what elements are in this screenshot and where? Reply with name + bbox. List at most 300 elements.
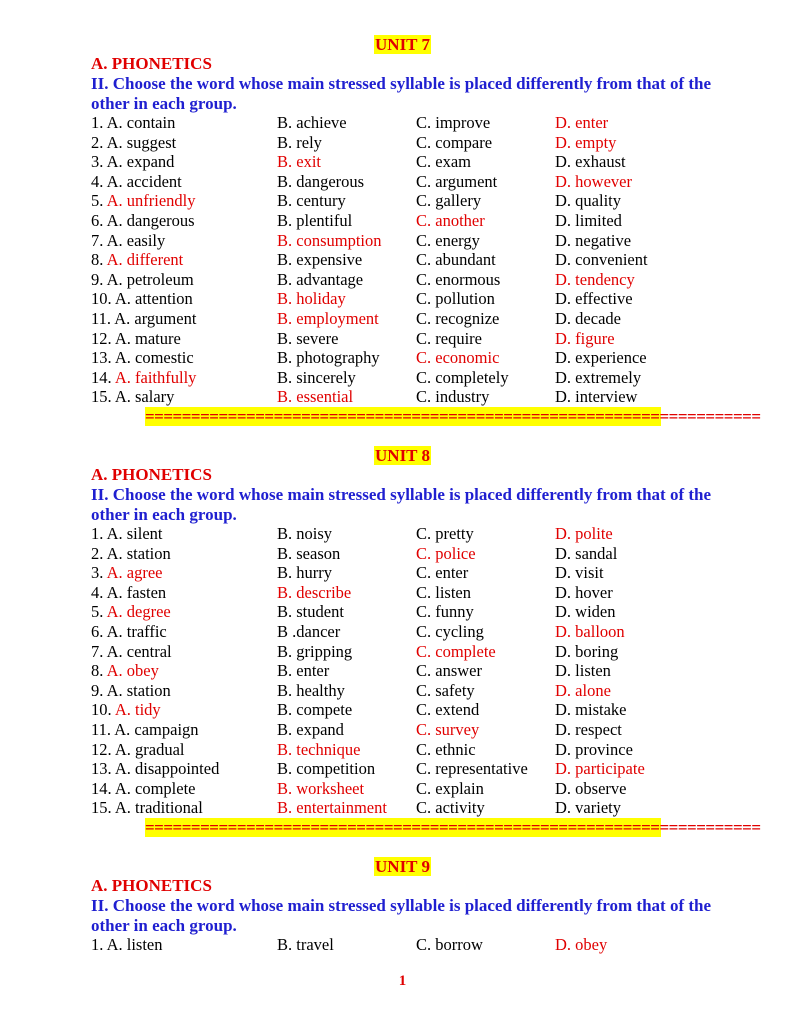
option-a (91, 387, 174, 407)
option-text: A. silent (106, 524, 163, 543)
option-a (91, 172, 182, 192)
question-row (0, 935, 768, 955)
question-row (0, 270, 768, 290)
page-number: 1 (398, 973, 407, 989)
answer-option: D. polite (555, 524, 613, 543)
option-a (91, 779, 195, 799)
option-b (277, 524, 332, 544)
option-d (555, 289, 633, 309)
option-text: A. easily (106, 230, 166, 250)
option-a (91, 759, 219, 779)
option-a (91, 191, 196, 211)
option-c (416, 779, 484, 799)
option-text: A. contain (106, 113, 176, 132)
option-a (91, 524, 163, 544)
answer-option: D. figure (555, 328, 615, 348)
option-c (416, 133, 492, 153)
option-text: B. dangerous (277, 171, 365, 191)
question-row (0, 309, 768, 329)
option-text: A. comestic (114, 348, 194, 368)
option-text: A. suggest (106, 132, 177, 152)
option-a (91, 544, 171, 564)
option-d (555, 191, 621, 211)
unit-title-label: UNIT 8 (375, 446, 430, 465)
option-c (416, 583, 471, 603)
option-text: C. exam (416, 152, 471, 172)
option-text: A. traffic (106, 622, 167, 641)
option-d (555, 740, 633, 760)
option-text: C. enormous (416, 269, 501, 289)
option-d (555, 544, 617, 564)
option-d (555, 387, 637, 407)
option-c (416, 211, 485, 231)
option-c (416, 759, 528, 779)
option-b (277, 270, 363, 290)
option-text: C. completely (416, 367, 509, 387)
option-a (91, 583, 166, 603)
option-c (416, 563, 468, 583)
option-b (277, 289, 346, 309)
question-number: 8. (91, 661, 104, 681)
option-text: D. respect (555, 720, 622, 739)
option-text: B. rely (277, 132, 322, 152)
option-d (555, 681, 611, 701)
instruction-text: Choose the word whose main stressed syllable is placed differently from that of the other in each group. (91, 485, 712, 524)
option-b (277, 309, 379, 329)
question-row (0, 661, 768, 681)
question-number: 12. (91, 328, 112, 348)
option-d (555, 231, 631, 251)
option-c (416, 270, 500, 290)
option-a (91, 368, 196, 388)
question-row (0, 798, 768, 818)
option-c (416, 798, 485, 818)
question-row (0, 563, 768, 583)
question-number: 1. (91, 113, 104, 132)
answer-option: C. another (416, 211, 485, 230)
answer-option: A. agree (106, 563, 163, 583)
answer-option: C. police (416, 543, 476, 563)
option-text: D. listen (555, 661, 611, 681)
answer-option: B. worksheet (277, 778, 365, 798)
option-c (416, 602, 474, 622)
option-c (416, 368, 509, 388)
option-a (91, 740, 185, 760)
option-text: C. cycling (416, 622, 484, 641)
option-text: A. mature (114, 328, 181, 348)
option-text: D. hover (555, 582, 613, 602)
option-c (416, 191, 481, 211)
option-a (91, 661, 159, 681)
option-a (91, 602, 171, 622)
option-d (555, 152, 626, 172)
option-a (91, 113, 175, 133)
option-c (416, 329, 482, 349)
question-number: 15. (91, 798, 112, 818)
unit-title-label: UNIT 7 (375, 35, 430, 54)
answer-option: D. however (555, 171, 632, 191)
option-text: B. enter (277, 661, 330, 681)
option-c (416, 524, 474, 544)
question-row (0, 191, 768, 211)
option-a (91, 211, 195, 231)
option-text: C. extend (416, 700, 480, 720)
option-b (277, 661, 329, 681)
question-number: 3. (91, 563, 104, 583)
option-c (416, 544, 476, 564)
option-text: C. answer (416, 661, 482, 681)
answer-option: B. describe (277, 582, 352, 602)
option-text: A. gradual (114, 739, 185, 759)
option-text: C. activity (416, 798, 485, 818)
option-text: C. industry (416, 387, 490, 407)
question-number: 2. (91, 543, 104, 563)
answer-option: C. survey (416, 720, 480, 739)
option-text: C. abundant (416, 250, 496, 270)
question-row (0, 152, 768, 172)
option-d (555, 622, 625, 642)
option-text: B. century (277, 191, 346, 211)
option-text: C. explain (416, 778, 484, 798)
option-text: A. fasten (106, 582, 167, 602)
option-text: C. listen (416, 582, 472, 602)
option-d (555, 133, 616, 153)
question-row (0, 231, 768, 251)
option-text: D. negative (555, 230, 632, 250)
option-c (416, 622, 484, 642)
instruction-number: II. (91, 74, 109, 93)
option-text: B. noisy (277, 524, 333, 543)
question-row (0, 759, 768, 779)
option-d (555, 524, 613, 544)
option-d (555, 250, 648, 270)
option-d (555, 602, 616, 622)
option-text: C. enter (416, 563, 469, 583)
question-number: 7. (91, 641, 104, 661)
answer-option: A. degree (106, 602, 171, 622)
question-row (0, 544, 768, 564)
question-row (0, 524, 768, 544)
answer-option: B. technique (277, 739, 361, 759)
option-text: C. pollution (416, 289, 495, 309)
question-row (0, 720, 768, 740)
option-b (277, 544, 340, 564)
unit-title (0, 857, 805, 877)
question-row (0, 622, 768, 642)
question-number: 13. (91, 759, 112, 779)
option-a (91, 231, 165, 251)
option-text: A. expand (106, 152, 175, 172)
question-number: 14. (91, 367, 112, 387)
option-text: B. compete (277, 700, 353, 720)
option-d (555, 172, 632, 192)
option-text: C. representative (416, 759, 528, 779)
question-row (0, 133, 768, 153)
answer-option: A. tidy (114, 700, 161, 720)
answer-option: B. holiday (277, 289, 346, 309)
option-c (416, 681, 475, 701)
question-number: 5. (91, 191, 104, 211)
question-row (0, 740, 768, 760)
option-text: B. expand (277, 720, 344, 739)
option-b (277, 935, 334, 955)
option-text: A. salary (114, 387, 175, 407)
option-d (555, 583, 613, 603)
option-text: C. compare (416, 132, 493, 152)
option-a (91, 309, 196, 329)
option-text: A. dangerous (106, 211, 195, 230)
option-text: B. hurry (277, 563, 332, 583)
instruction-number: II. (91, 485, 109, 504)
option-d (555, 798, 621, 818)
option-text: A. complete (114, 778, 196, 798)
option-c (416, 661, 482, 681)
option-a (91, 289, 193, 309)
option-text: A. attention (114, 289, 193, 309)
option-c (416, 113, 490, 133)
option-text: D. variety (555, 798, 621, 818)
instruction (91, 485, 721, 524)
option-text: D. sandal (555, 543, 618, 563)
option-text: C. borrow (416, 935, 483, 954)
option-text: D. boring (555, 641, 619, 661)
option-b (277, 368, 356, 388)
option-b (277, 329, 338, 349)
question-row (0, 329, 768, 349)
question-row (0, 172, 768, 192)
option-a (91, 935, 163, 955)
option-a (91, 563, 162, 583)
question-row (0, 348, 768, 368)
option-c (416, 231, 480, 251)
option-d (555, 270, 635, 290)
option-a (91, 152, 174, 172)
option-text: D. mistake (555, 700, 627, 720)
question-number: 9. (91, 269, 104, 289)
option-text: D. convenient (555, 250, 648, 270)
separator-line: =================================================================== (145, 407, 761, 426)
option-text: A. disappointed (114, 759, 220, 779)
answer-option: D. participate (555, 759, 645, 779)
option-b (277, 191, 346, 211)
option-text: A. listen (106, 935, 163, 954)
option-text: D. extremely (555, 367, 642, 387)
question-number: 9. (91, 680, 104, 700)
question-row (0, 387, 768, 407)
option-text: B. season (277, 543, 341, 563)
section-heading: A. PHONETICS (91, 465, 212, 484)
answer-option: B. essential (277, 387, 354, 407)
option-c (416, 250, 496, 270)
option-text: D. quality (555, 191, 621, 211)
option-text: B. photography (277, 348, 380, 368)
answer-option: B. employment (277, 309, 379, 328)
option-text: A. accident (106, 171, 182, 191)
question-row (0, 779, 768, 799)
question-row (0, 250, 768, 270)
answer-option: B. exit (277, 152, 321, 172)
option-d (555, 661, 611, 681)
option-d (555, 563, 604, 583)
question-number: 4. (91, 171, 104, 191)
option-b (277, 681, 345, 701)
question-number: 6. (91, 622, 104, 641)
option-text: A. station (106, 543, 171, 563)
question-number: 15. (91, 387, 112, 407)
question-number: 14. (91, 778, 112, 798)
option-text: B. plentiful (277, 211, 353, 230)
option-text: A. station (106, 680, 171, 700)
answer-option: D. enter (555, 113, 609, 132)
option-text: C. gallery (416, 191, 482, 211)
option-a (91, 348, 194, 368)
instruction (91, 896, 721, 935)
option-b (277, 622, 340, 642)
unit-title (0, 446, 805, 466)
option-text: C. recognize (416, 309, 500, 328)
option-text: C. improve (416, 113, 491, 132)
option-d (555, 700, 627, 720)
option-text: A. central (106, 641, 172, 661)
question-number: 13. (91, 348, 112, 368)
question-number: 10. (91, 289, 112, 309)
option-text: D. province (555, 739, 633, 759)
option-a (91, 642, 172, 662)
question-number: 8. (91, 250, 104, 270)
option-b (277, 172, 364, 192)
answer-option: A. obey (106, 661, 159, 681)
instruction-number: II. (91, 896, 109, 915)
question-row (0, 642, 768, 662)
answer-option: A. unfriendly (106, 191, 196, 211)
option-a (91, 798, 203, 818)
option-text: D. exhaust (555, 152, 626, 172)
question-number: 7. (91, 230, 104, 250)
option-text: B. healthy (277, 680, 345, 700)
option-d (555, 759, 645, 779)
option-text: B. severe (277, 328, 339, 348)
answer-option: D. obey (555, 935, 608, 954)
answer-option: D. alone (555, 680, 611, 700)
option-d (555, 211, 622, 231)
option-b (277, 583, 351, 603)
option-text: B. sincerely (277, 367, 356, 387)
question-row (0, 289, 768, 309)
question-row (0, 583, 768, 603)
option-d (555, 368, 641, 388)
option-d (555, 309, 621, 329)
question-number: 4. (91, 582, 104, 602)
unit-title-label: UNIT 9 (375, 857, 430, 876)
option-b (277, 602, 344, 622)
option-b (277, 642, 352, 662)
option-c (416, 152, 471, 172)
option-c (416, 289, 495, 309)
option-text: D. decade (555, 309, 621, 328)
option-c (416, 387, 489, 407)
answer-option: B. consumption (277, 230, 382, 250)
option-a (91, 270, 194, 290)
option-text: D. experience (555, 348, 647, 368)
option-d (555, 329, 615, 349)
section-heading: A. PHONETICS (91, 54, 212, 73)
option-text: D. visit (555, 563, 604, 583)
question-row (0, 681, 768, 701)
option-text: D. widen (555, 602, 616, 622)
option-b (277, 348, 380, 368)
option-a (91, 700, 161, 720)
option-b (277, 563, 332, 583)
question-number: 1. (91, 524, 104, 543)
option-d (555, 935, 607, 955)
question-number: 2. (91, 132, 104, 152)
option-text: C. ethnic (416, 739, 476, 759)
option-b (277, 759, 375, 779)
option-a (91, 133, 176, 153)
option-d (555, 348, 647, 368)
question-row (0, 602, 768, 622)
instruction-text: Choose the word whose main stressed syllable is placed differently from that of the other in each group. (91, 74, 712, 113)
option-text: B. student (277, 602, 344, 622)
question-number: 10. (91, 700, 112, 720)
instruction (91, 74, 721, 113)
answer-option: C. complete (416, 641, 496, 661)
separator-line: =================================================================== (145, 818, 761, 837)
section-heading: A. PHONETICS (91, 876, 212, 895)
answer-option: D. tendency (555, 269, 635, 289)
answer-option: A. different (106, 250, 184, 270)
question-row (0, 113, 768, 133)
question-number: 6. (91, 211, 104, 230)
option-c (416, 172, 497, 192)
instruction-text: Choose the word whose main stressed syllable is placed differently from that of the other in each group. (91, 896, 712, 935)
answer-option: D. balloon (555, 622, 625, 641)
option-c (416, 740, 476, 760)
question-number: 3. (91, 152, 104, 172)
option-b (277, 211, 352, 231)
option-c (416, 720, 479, 740)
option-text: A. traditional (114, 798, 203, 818)
option-a (91, 250, 183, 270)
option-d (555, 720, 622, 740)
option-d (555, 779, 626, 799)
option-b (277, 798, 387, 818)
option-c (416, 642, 496, 662)
option-text: A. campaign (114, 720, 199, 739)
question-number: 11. (91, 309, 112, 328)
option-text: D. effective (555, 289, 633, 309)
option-b (277, 133, 322, 153)
option-text: C. safety (416, 680, 475, 700)
answer-option: D. empty (555, 132, 617, 152)
answer-option: A. faithfully (114, 367, 197, 387)
option-text: A. argument (114, 309, 197, 328)
question-number: 11. (91, 720, 112, 739)
option-text: C. require (416, 328, 482, 348)
question-number: 1. (91, 935, 104, 954)
option-a (91, 720, 199, 740)
question-number: 12. (91, 739, 112, 759)
option-c (416, 309, 499, 329)
option-text: C. energy (416, 230, 480, 250)
option-d (555, 113, 608, 133)
option-text: B. expensive (277, 250, 363, 270)
option-b (277, 152, 321, 172)
option-text: C. argument (416, 171, 498, 191)
question-row (0, 211, 768, 231)
option-a (91, 622, 167, 642)
option-text: B. gripping (277, 641, 353, 661)
